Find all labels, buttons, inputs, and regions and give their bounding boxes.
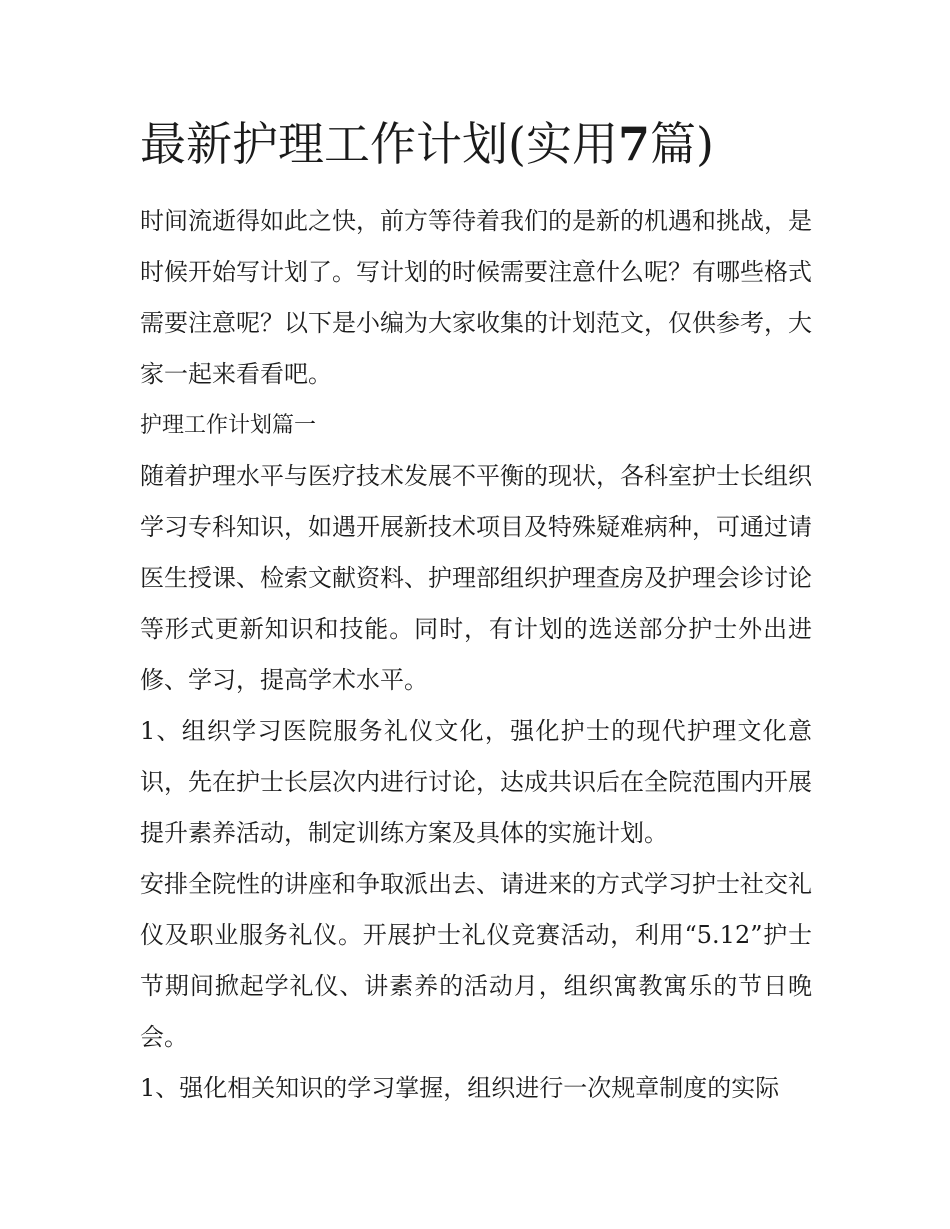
intro-paragraph: 时间流逝得如此之快，前方等待着我们的是新的机遇和挑战，是时候开始写计划了。写计划的时候需要注意什么呢？有哪些格式需要注意呢？以下是小编为大家收集的计划范文，仅供参考，大家一起来看看吧。 [140,207,812,388]
body-paragraph-4: 1、强化相关知识的学习掌握，组织进行一次规章制度的实际 [140,1074,780,1102]
body-paragraph-2: 1、组织学习医院服务礼仪文化，强化护士的现代护理文化意识，先在护士长层次内进行讨论，达成共识后在全院范围内开展提升素养活动，制定训练方案及具体的实施计划。 [140,717,812,847]
title-prefix: 最新护理工作计划(实用 [140,117,618,171]
body-paragraph-1: 随着护理水平与医疗技术发展不平衡的现状，各科室护士长组织学习专科知识，如遇开展新技术项目及特殊疑难病种，可通过请医生授课、检索文献资料、护理部组织护理查房及护理会诊讨论等形式更新知识和技能。同时，有计划的选送部分护士外出进修、学习，提高学术水平。 [140,462,812,694]
body-paragraph-3: 安排全院性的讲座和争取派出去、请进来的方式学习护士社交礼仪及职业服务礼仪。开展护士礼仪竞赛活动，利用“5.12”护士节期间掀起学礼仪、讲素养的活动月，组织寓教寓乐的节日晚会。 [140,870,812,1051]
document-title [140,112,840,176]
title-number: 7 [617,117,650,171]
document-body [140,196,812,1114]
title-suffix: 篇) [649,117,714,171]
section-heading: 护理工作计划篇一 [140,413,317,438]
